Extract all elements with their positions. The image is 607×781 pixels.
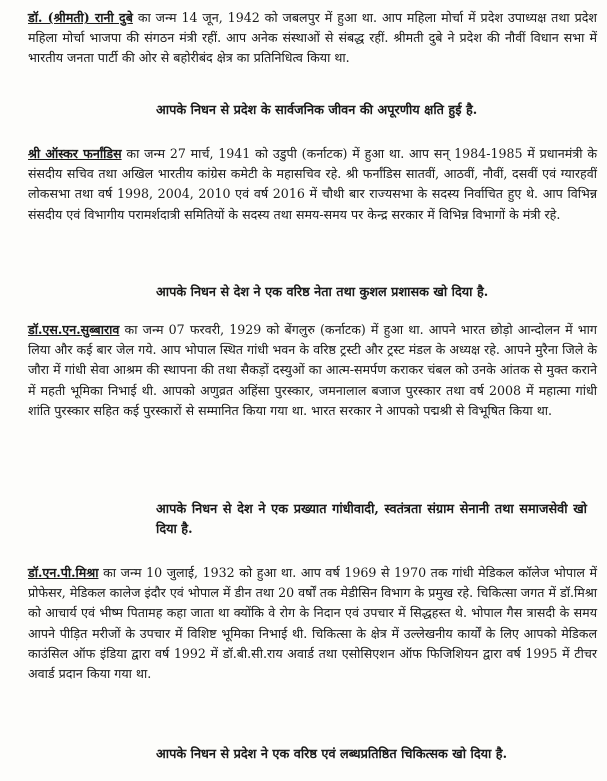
person-name: डॉ. (श्रीमती) रानी दुबे [28, 10, 133, 25]
biography-text: का जन्म 27 मार्च, 1941 को उडुपी (कर्नाटक) में हुआ था. आप सन् 1984-1985 में प्रधानमंत्री के संसदीय सचिव तथा अखिल भारतीय कांग्रेस कमेटी के महासचिव रहे. श्री फर्नांडिस सातवीं, आठवीं, नौवीं, दसवीं एवं ग्यारहवीं लोकसभा तथा वर्ष 1998, 2004, 2010 एवं वर्ष 2016 में चौथी बार राज्यसभा के सदस्य निर्वाचित हुए थे. आप विभिन्न संसदीय एवं विभागीय परामर्शदात्री समितियों के सदस्य तथा समय-समय पर केन्द्र सरकार में विभिन्न विभागों के मंत्री रहे. [28, 146, 598, 222]
obituary-entry-oscar-fernandes [28, 144, 597, 225]
tribute-line: आपके निधन से देश ने एक वरिष्ठ नेता तथा कुशल प्रशासक खो दिया है. [156, 285, 489, 300]
obituary-entry-sn-subbarao [28, 320, 597, 421]
tribute-line: आपके निधन से देश ने एक प्रख्यात गांधीवादी, स्वतंत्रता संग्राम सेनानी तथा समाजसेवी खो दिया है. [156, 502, 587, 538]
person-name: श्री ऑस्कर फर्नांडिस [28, 146, 122, 161]
person-name: डॉ.एस.एन.सुब्बाराव [28, 322, 120, 337]
biography-text: का जन्म 14 जून, 1942 को जबलपुर में हुआ था. आप महिला मोर्चा में प्रदेश उपाध्यक्ष तथा प्रदेश महिला मोर्चा भाजपा की संगठन मंत्री रहीं. आप अनेक संस्थाओं से संबद्ध रहीं. श्रीमती दुबे ने प्रदेश की नौवीं विधान सभा में भारतीय जनता पार्टी की ओर से बहोरीबंद क्षेत्र का प्रतिनिधित्व किया था. [28, 10, 597, 66]
person-name: डॉ.एन.पी.मिश्रा [28, 565, 99, 580]
tribute-line: आपके निधन से प्रदेश के सार्वजनिक जीवन की अपूरणीय क्षति हुई है. [156, 103, 478, 118]
biography-text: का जन्म 07 फरवरी, 1929 को बेंगलुरु (कर्नाटक) में हुआ था. आपने भारत छोड़ो आन्दोलन में भाग लिया और कई बार जेल गये. आप भोपाल स्थित गांधी भवन के वरिष्ठ ट्रस्टी और ट्रस्ट मंडल के अध्यक्ष रहे. आपने मुरैना जिले के जौरा में गांधी सेवा आश्रम की स्थापना की तथा सैकड़ों दस्युओं का आत्म-समर्पण कराकर चंबल को उनके आंतक से मुक्त कराने में महती भूमिका निभाई थी. आपको अणुव्रत अहिंसा पुरस्कार, जमनालाल बजाज पुरस्कार तथा वर्ष 2008 में महात्मा गांधी शांति पुरस्कार सहित कई पुरस्कारों से सम्मानित किया गया था. भारत सरकार ने आपको पद्मश्री से विभूषित किया था. [28, 322, 597, 418]
biography-text: का जन्म 10 जुलाई, 1932 को हुआ था. आप वर्ष 1969 से 1970 तक गांधी मेडिकल कॉलेज भोपाल में प्रोफेसर, मेडिकल कालेज इंदौर एवं भोपाल में डीन तथा 20 वर्षों तक मेडीसिन विभाग के प्रमुख रहे. चिकित्सा जगत में डॉ.मिश्रा को आचार्य एवं भीष्म पितामह कहा जाता था क्योंकि वे रोग के निदान एवं उपचार में सिद्धहस्त थे. भोपाल गैस त्रासदी के समय आपने पीड़ित मरीजों के उपचार में विशिष्ट भूमिका निभाई थी. चिकित्सा के क्षेत्र में उल्लेखनीय कार्यों के लिए आपको मेडिकल काउंसिल ऑफ इंडिया द्वारा वर्ष 1992 में डॉ.बी.सी.राय अवार्ड तथा एसोसिएशन ऑफ फिजिशियन द्वारा वर्ष 1995 में टीचर अवार्ड प्रदान किया गया था. [28, 565, 597, 682]
tribute-line: आपके निधन से प्रदेश ने एक वरिष्ठ एवं लब्धप्रतिष्ठित चिकित्सक खो दिया है. [156, 747, 508, 762]
obituary-entry-rani-dubey [28, 8, 597, 69]
obituary-entry-np-mishra [28, 563, 597, 684]
